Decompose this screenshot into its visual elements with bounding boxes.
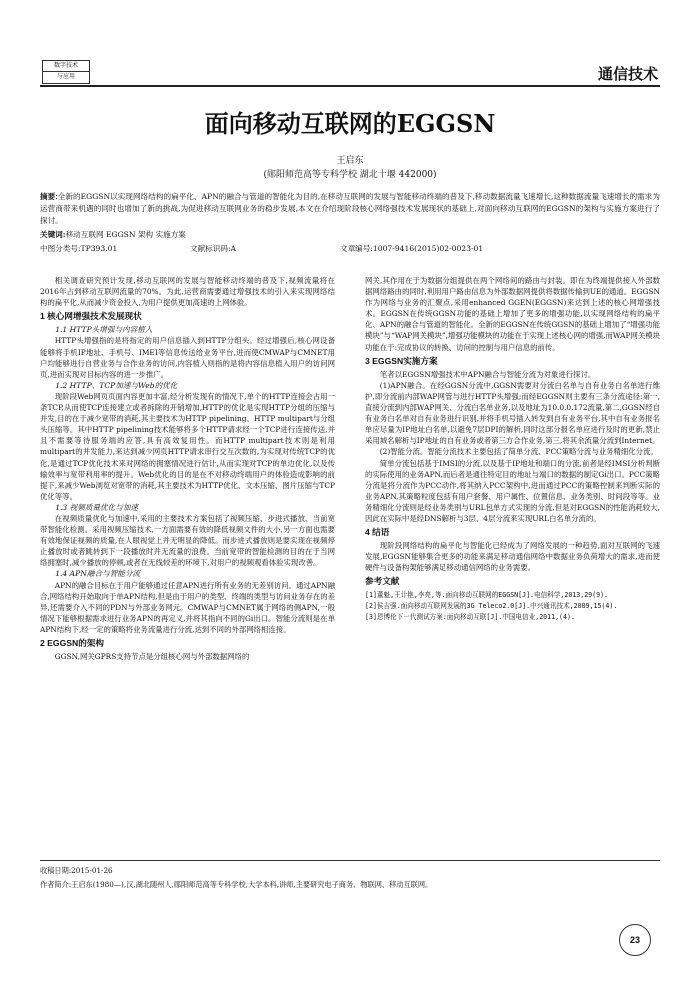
left-column bbox=[40, 275, 335, 662]
reference-item: [2]侯吉强.面向移动互联网发展的3G Teleco2.0[J].中兴通讯技术,2009,15(4). bbox=[365, 601, 618, 610]
subsection-heading-1-1: 1.1 HTTP头增强与内容植入 bbox=[55, 325, 153, 335]
section-heading-2: 2 EGGSN的架构 bbox=[40, 638, 104, 648]
paper-title: 面向移动互联网的EGGSN bbox=[204, 109, 496, 138]
paragraph-2b: 网关,其作用在于为数据分组提供在两个网络间的路由与封装。即在为终端提供接入外部数据网络路由的同时,利用用户路由信息为外部数据网提供将数据传输到UE的通道。EGGSN作为网络与业务的汇聚点,采用enhanced GGEN(EGGSN)来达到上述的核心网增强技术。EGGSN在传统GGSN功能的基础上增加了更多的增强功能,以实现网络结构的扁平化、APN的融合与管道的智能化。全新的EGGSN在传统GGSN的基础上增加了“增强功能模块”与“WAP网关模块”,增强功能模块的功能在于实现上述核心网的增强,而WAP网关模块功能在于:完成协议的转换、访问的控制与用户信息的前传。 bbox=[365, 276, 661, 352]
paragraph-1-4: APN的融合目标在于用户能够通过任意APN进行所有业务的无差别访问。通过APN融合,网络结构开始取向于单APN结构,但是由于用户的类型、终端的类型与访问业务存在的差异,还需要介入不同的PDN与外部业务网元。CMWAP与CMNET属于网络的侧APN,一般情况下能够根据需求进行业务APN的再定义,并将其指向不同的Gi出口。智能分流则是在单APN结构下,经一定的策略将业务流量进行分流,达到不同的外部网络相连接。 bbox=[40, 580, 335, 634]
doc-code: 文献标识码:A bbox=[190, 244, 237, 253]
reference-list bbox=[365, 590, 660, 623]
right-column bbox=[365, 275, 660, 623]
paragraph-4: 现阶段网络结构的扁平化与智能化已经成为了网络发展的一种趋势,面对互联网的飞速发展,EGGSN能够集合更多的功能来满足移动通信网络中数据业务负荷增大的需求,进而使硬件与设备构架能够满足移动通信网络的业务需要。 bbox=[365, 541, 660, 573]
article-number: 文章编号:1007-9416(2015)02-0023-01 bbox=[340, 244, 484, 253]
section-heading-1: 1 核心网增强技术发展现状 bbox=[40, 311, 142, 322]
paragraph-1-2: 现阶段Web网页页面内容更加丰富,经分析发现有的情况下,单个的HTTP连接会占用一条TCP,从而使TCP连接建立或者拆除的开销增加,HTTP的优化是实现HTTP分组的压缩与并发,目的在于减少宽带的消耗,其主要技术为HTTP pipelining、HTTP multipart与分组头压缩等。其中HTTP pipelining技术能够将多个HTTP请求经一个TCP进行连接传送,并且不需要等待服务端的应答,具有高效复用性。而HTTP multipart技术则是利用multipart的并发能力,来达到减少网页HTTP请求串行交互次数的,为实现对传统TCP的优化,是通过TCP优化技术来对网络的拥塞情况进行估计,从而实现对TCP的单边优化,以及传输效率与宽带利用率的提升。Web优化的目的是在不对移动终端用户的体验造成影响的前提下,来减少Web浏览对宽带的消耗,其主要技术为HTTP优化、文本压缩、图片压缩与TCP优化等等。 bbox=[40, 391, 335, 501]
journal-logo-line2: 与应用 bbox=[56, 73, 75, 80]
intro-paragraph: 相关调查研究预计发现,移动互联网的发展与智能移动终端的普及下,视频流量将在2016年占到移动互联网流量的70%。为此,运营商需要通过增强技术的引入来实现网络结构的扁平化,从而减少资金投入,为用户提供更加高速的上网体验。 bbox=[40, 276, 335, 308]
paragraph-3-3: 简单分流包括基于IMSI的分流,以及基于IP地址和端口的分流,前者是经IMSI分析判断的实际使用的业务APN,而后者是通往特定目的地址与端口的数据的制定Gi出口。PCC策略分流是将分流作为PCC动作,将其纳入PCC架构中,进而通过PCC的策略控制来判断实际的业务APN,其策略粒度包括有用户套餐、用户属性、位置信息、业务类别、时间段等等。业务精细化分流则是经业务类别与URL包单方式实现的分流,但是对EGGSN的性能消耗较大,因此在实际中是经DNS解析与3层、4层分流来实现URL白名单分流的。 bbox=[365, 458, 660, 523]
keywords-text: 移动互联网 EGGSN 架构 实施方案 bbox=[65, 230, 186, 239]
paragraph-2a: GGSN,网关GPRS支持节点是分组核心网与外部数据网络的 bbox=[54, 652, 250, 662]
keywords-label: 关键词: bbox=[40, 230, 66, 239]
journal-logo bbox=[42, 60, 90, 84]
paragraph-1-3: 在视频质量优化与加速中,采用的主要技术方案包括了视频压缩、步进式播放、当前宽带智能化检测。采用视频压缩技术,一方面需要有效的降低视频文件的大小,另一方面也需要有效地保证视频的质量,在人眼视觉上并无明显的降低。而步进式播放则是要实现在视频停止播放时或者跳转到下一段播放时并无流量的浪费。当前宽带的智能检测的目的在于当网络拥塞时,减少播放的停顿,或者在无线较差的环境下,对用户的视频观看体验实现改善。 bbox=[40, 513, 335, 568]
author-bio: 作者简介:王启东(1980—),汉,湖北随州人,郧阳师范高等专科学校,大学本科,讲师,主要研究电子商务、物联网、移动互联网。 bbox=[40, 880, 433, 889]
page-number: 23 bbox=[629, 935, 640, 945]
author-name: 王启东 bbox=[336, 156, 364, 166]
abstract bbox=[40, 191, 660, 227]
received-date: 收稿日期:2015-01-26 bbox=[40, 866, 113, 875]
subsection-heading-1-4: 1.4 APN融合与智能分流 bbox=[55, 569, 141, 579]
subsection-heading-1-3: 1.3 视频质量优化与加速 bbox=[55, 502, 139, 512]
header-rule bbox=[40, 85, 660, 87]
section-heading-4: 4 结语 bbox=[365, 527, 390, 538]
reference-item: [3]恩博伦下一代测试方案:面向移动互联[J].中国电信业,2011,(4). bbox=[365, 612, 575, 621]
keywords bbox=[40, 229, 660, 240]
section-heading-3: 3 EGGSN实施方案 bbox=[365, 355, 438, 366]
subsection-heading-1-2: 1.2 HTTP、TCP加速与Web的优化 bbox=[55, 380, 178, 390]
paragraph-1-1: HTTP头增强指的是将指定的用户信息插入到HTTP分组头。经过增强后,核心网设备能够将手机IP地址、手机号、IMEI等信息传送给业务平台,进而使CMWAP与CMNET用户均能够进行自营业务与合作业务的访问,内容植入则指的是将内容信息植入用户的访问网页,进而实现对目标内容的进一步推广。 bbox=[40, 336, 335, 379]
journal-logo-line1: 数字技术 bbox=[43, 61, 89, 72]
paragraph-3-intro: 笔者以EGGSN增强技术中APN融合与智能分流为对象进行探讨。 bbox=[379, 369, 596, 379]
journal-seal-icon bbox=[619, 924, 651, 956]
footer-rule bbox=[40, 860, 660, 861]
section-label: 通信技术 bbox=[597, 66, 658, 83]
paragraph-3-1: (1)APN融合。在经GGSN分流中,GGSN需要对分流白名单与自有业务白名单进行维护,即分流前内部WAP网管与进行HTTP头增强;而经EGGSN则主要有三条分流途径:第一,直接分流到内部WAP网关、分流白名单业务,以及地址为10.0.0.172流量,第二,GGSN经自有业务白名单对自有业务进行识别,并将手机号插入转发到自有业务平台,其中自有业务报名单应尽量为IP地址白名单,以避免7层DPI的解析,同时这部分报名单应进行及时的更新,禁止采用城名解析与IP地址的自有业务或者第三方合作业务,第三,将其余流量分流到Internet。 bbox=[365, 380, 660, 446]
abstract-label: 摘要: bbox=[40, 192, 58, 201]
clc-number: 中图分类号:TP393.01 bbox=[40, 244, 118, 253]
affiliation: (郧阳师范高等专科学校 湖北十堰 442000) bbox=[263, 170, 437, 180]
references-heading: 参考文献 bbox=[365, 576, 400, 587]
reference-item: [1]董魁,王计艳,李亮,等.面向移动互联网的EGGSN[J].电信科学,2013,29(9). bbox=[365, 590, 609, 599]
paragraph-3-2: (2)智能分流。智能分流技术主要包括了简单分流、PCC策略分流与业务精细化分流。 bbox=[379, 447, 658, 457]
abstract-text: 全新的EGGSN以实现网络结构的扁平化、APN的融合与管道的智能化为目的,在移动互联网的发展与智能移动终端的普及下,移动数据流量飞速增长,这种数据流量飞速增长的需求为运营商带来机遇的同时也增加了新的挑战,为促进移动互联网业务的稳步发展,本文在介绍现阶段核心网络强技术发展现状的基础上,对面向移动互联网的EGGSN的架构与实施方案进行了探讨。 bbox=[40, 192, 661, 225]
